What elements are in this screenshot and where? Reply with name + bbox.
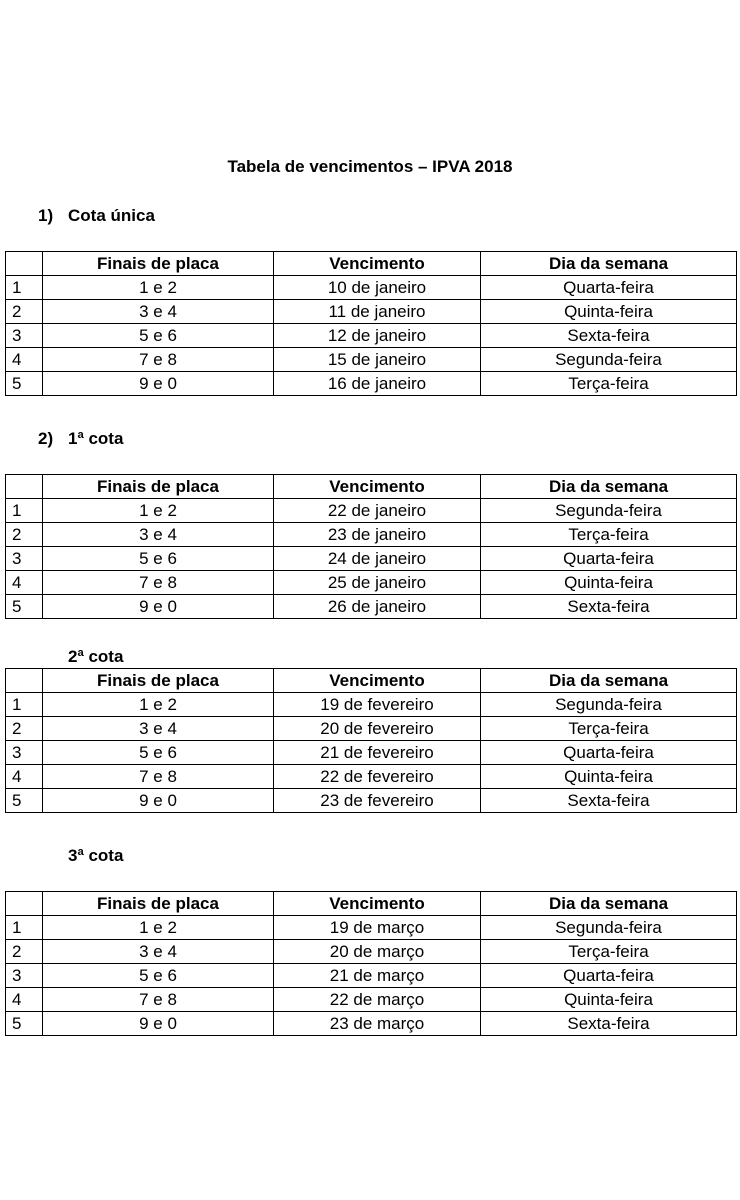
table-row (6, 300, 737, 324)
table-row (6, 693, 737, 717)
table-row (6, 717, 737, 741)
vencimento-cell: 22 de fevereiro (274, 765, 481, 789)
section-heading-cota-unica (38, 205, 155, 227)
dia-da-semana-cell: Terça-feira (481, 372, 737, 396)
column-header-finais-de-placa: Finais de placa (43, 669, 274, 693)
row-index-cell: 4 (6, 571, 43, 595)
section-number: 2) (38, 429, 54, 448)
table-row (6, 276, 737, 300)
row-index-cell: 2 (6, 717, 43, 741)
finais-de-placa-cell: 3 e 4 (43, 717, 274, 741)
vencimento-cell: 21 de março (274, 964, 481, 988)
dia-da-semana-cell: Sexta-feira (481, 324, 737, 348)
finais-de-placa-cell: 3 e 4 (43, 300, 274, 324)
table-row (6, 595, 737, 619)
finais-de-placa-cell: 7 e 8 (43, 348, 274, 372)
row-index-cell: 3 (6, 547, 43, 571)
table-row (6, 988, 737, 1012)
row-index-cell: 1 (6, 499, 43, 523)
dia-da-semana-cell: Terça-feira (481, 717, 737, 741)
row-index-cell: 5 (6, 789, 43, 813)
dia-da-semana-cell: Quarta-feira (481, 741, 737, 765)
finais-de-placa-cell: 1 e 2 (43, 276, 274, 300)
dia-da-semana-cell: Quinta-feira (481, 300, 737, 324)
vencimento-cell: 26 de janeiro (274, 595, 481, 619)
schedule-table-cota-unica (5, 251, 737, 396)
table-header-row (6, 892, 737, 916)
row-index-cell: 1 (6, 916, 43, 940)
column-header-finais-de-placa: Finais de placa (43, 252, 274, 276)
table-row (6, 964, 737, 988)
section-heading-3a-cota (68, 845, 123, 867)
vencimento-cell: 19 de fevereiro (274, 693, 481, 717)
vencimento-cell: 25 de janeiro (274, 571, 481, 595)
table-row (6, 789, 737, 813)
vencimento-cell: 15 de janeiro (274, 348, 481, 372)
dia-da-semana-cell: Quinta-feira (481, 988, 737, 1012)
finais-de-placa-cell: 9 e 0 (43, 372, 274, 396)
section-heading-1a-cota (38, 428, 123, 450)
dia-da-semana-cell: Quinta-feira (481, 765, 737, 789)
vencimento-cell: 22 de janeiro (274, 499, 481, 523)
vencimento-cell: 23 de março (274, 1012, 481, 1036)
row-index-cell: 2 (6, 523, 43, 547)
column-header-finais-de-placa: Finais de placa (43, 892, 274, 916)
dia-da-semana-cell: Quinta-feira (481, 571, 737, 595)
section-title: 3ª cota (68, 846, 124, 865)
column-header-index (6, 475, 43, 499)
table-header-row (6, 669, 737, 693)
table-header-row (6, 252, 737, 276)
vencimento-cell: 23 de fevereiro (274, 789, 481, 813)
dia-da-semana-cell: Terça-feira (481, 523, 737, 547)
column-header-vencimento: Vencimento (274, 669, 481, 693)
row-index-cell: 1 (6, 276, 43, 300)
table-header-row (6, 475, 737, 499)
table-row (6, 324, 737, 348)
finais-de-placa-cell: 7 e 8 (43, 571, 274, 595)
column-header-dia-da-semana: Dia da semana (481, 669, 737, 693)
row-index-cell: 2 (6, 940, 43, 964)
table-row (6, 372, 737, 396)
finais-de-placa-cell: 1 e 2 (43, 916, 274, 940)
document-title: Tabela de vencimentos – IPVA 2018 (227, 157, 513, 176)
column-header-index (6, 252, 43, 276)
vencimento-cell: 24 de janeiro (274, 547, 481, 571)
dia-da-semana-cell: Segunda-feira (481, 693, 737, 717)
vencimento-cell: 11 de janeiro (274, 300, 481, 324)
finais-de-placa-cell: 5 e 6 (43, 964, 274, 988)
schedule-table-3a-cota (5, 891, 737, 1036)
column-header-index (6, 669, 43, 693)
column-header-dia-da-semana: Dia da semana (481, 475, 737, 499)
dia-da-semana-cell: Sexta-feira (481, 789, 737, 813)
row-index-cell: 3 (6, 741, 43, 765)
vencimento-cell: 10 de janeiro (274, 276, 481, 300)
section-title: Cota única (68, 206, 155, 225)
finais-de-placa-cell: 5 e 6 (43, 324, 274, 348)
table-row (6, 499, 737, 523)
row-index-cell: 2 (6, 300, 43, 324)
schedule-table-1a-cota (5, 474, 737, 619)
finais-de-placa-cell: 9 e 0 (43, 1012, 274, 1036)
vencimento-cell: 22 de março (274, 988, 481, 1012)
finais-de-placa-cell: 5 e 6 (43, 741, 274, 765)
table-row (6, 765, 737, 789)
vencimento-cell: 16 de janeiro (274, 372, 481, 396)
column-header-vencimento: Vencimento (274, 252, 481, 276)
section-title: 2ª cota (68, 647, 124, 666)
finais-de-placa-cell: 7 e 8 (43, 765, 274, 789)
section-number: 1) (38, 206, 54, 225)
table-row (6, 940, 737, 964)
row-index-cell: 4 (6, 988, 43, 1012)
vencimento-cell: 20 de março (274, 940, 481, 964)
vencimento-cell: 20 de fevereiro (274, 717, 481, 741)
finais-de-placa-cell: 5 e 6 (43, 547, 274, 571)
vencimento-cell: 12 de janeiro (274, 324, 481, 348)
finais-de-placa-cell: 3 e 4 (43, 940, 274, 964)
schedule-table-2a-cota (5, 668, 737, 813)
dia-da-semana-cell: Segunda-feira (481, 348, 737, 372)
dia-da-semana-cell: Segunda-feira (481, 499, 737, 523)
table-row (6, 571, 737, 595)
row-index-cell: 5 (6, 1012, 43, 1036)
finais-de-placa-cell: 9 e 0 (43, 789, 274, 813)
row-index-cell: 1 (6, 693, 43, 717)
row-index-cell: 5 (6, 595, 43, 619)
dia-da-semana-cell: Quarta-feira (481, 964, 737, 988)
table-row (6, 916, 737, 940)
table-row (6, 348, 737, 372)
table-row (6, 547, 737, 571)
column-header-finais-de-placa: Finais de placa (43, 475, 274, 499)
row-index-cell: 3 (6, 964, 43, 988)
section-title: 1ª cota (68, 429, 124, 448)
dia-da-semana-cell: Quarta-feira (481, 276, 737, 300)
column-header-vencimento: Vencimento (274, 892, 481, 916)
table-row (6, 741, 737, 765)
dia-da-semana-cell: Sexta-feira (481, 595, 737, 619)
dia-da-semana-cell: Terça-feira (481, 940, 737, 964)
column-header-dia-da-semana: Dia da semana (481, 252, 737, 276)
vencimento-cell: 21 de fevereiro (274, 741, 481, 765)
row-index-cell: 4 (6, 348, 43, 372)
finais-de-placa-cell: 1 e 2 (43, 499, 274, 523)
finais-de-placa-cell: 1 e 2 (43, 693, 274, 717)
dia-da-semana-cell: Quarta-feira (481, 547, 737, 571)
dia-da-semana-cell: Sexta-feira (481, 1012, 737, 1036)
finais-de-placa-cell: 9 e 0 (43, 595, 274, 619)
table-row (6, 1012, 737, 1036)
row-index-cell: 5 (6, 372, 43, 396)
table-row (6, 523, 737, 547)
row-index-cell: 4 (6, 765, 43, 789)
dia-da-semana-cell: Segunda-feira (481, 916, 737, 940)
row-index-cell: 3 (6, 324, 43, 348)
section-heading-2a-cota (68, 646, 123, 668)
finais-de-placa-cell: 7 e 8 (43, 988, 274, 1012)
column-header-dia-da-semana: Dia da semana (481, 892, 737, 916)
column-header-vencimento: Vencimento (274, 475, 481, 499)
vencimento-cell: 19 de março (274, 916, 481, 940)
finais-de-placa-cell: 3 e 4 (43, 523, 274, 547)
vencimento-cell: 23 de janeiro (274, 523, 481, 547)
column-header-index (6, 892, 43, 916)
